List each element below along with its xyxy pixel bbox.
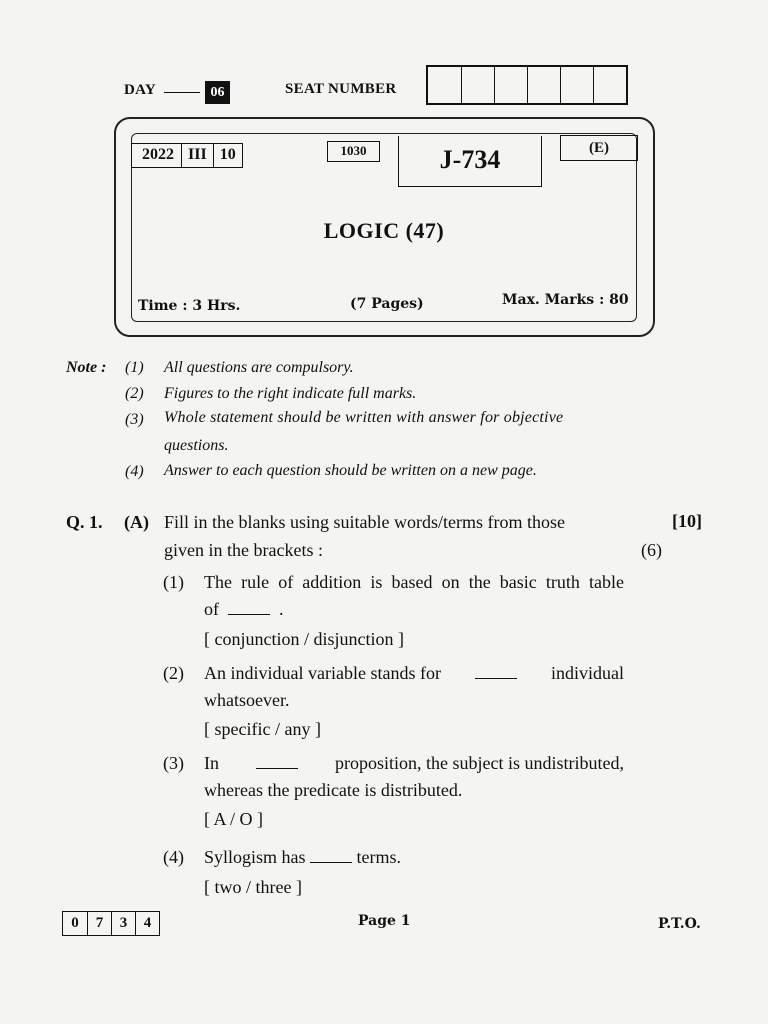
exam-number-box: 1030 [327,141,380,162]
paper-code-footer [62,911,160,936]
seat-digit-box[interactable] [527,67,560,103]
item-number: (2) [163,663,184,683]
exam-term: III [181,144,213,167]
question-instruction: Fill in the blanks using suitable words/terms from those [164,512,565,532]
item-text-line2 [204,599,624,620]
item-text-fragment: Syllogism has [204,847,306,867]
question-number: Q. 1. [66,512,103,532]
item-text-line2: whatsoever. [204,690,290,710]
exam-month: 10 [213,144,242,167]
note-text: Figures to the right indicate full marks. [164,385,417,402]
question-total-marks: [10] [672,511,702,531]
code-digit: 3 [111,912,135,935]
item-text [204,663,624,684]
item-options: [ two / three ] [204,877,302,897]
part-marks: (6) [641,540,662,560]
item-text-fragment: proposition, the subject is undistributed, [335,753,624,773]
item-text-fragment: An individual variable stands for [204,663,441,683]
max-marks: Max. Marks : 80 [502,292,629,308]
fill-blank [228,601,270,615]
seat-digit-box[interactable] [461,67,494,103]
fill-blank [475,665,517,679]
code-digit: 7 [87,912,111,935]
code-digit: 4 [135,912,159,935]
question-part: (A) [124,512,149,532]
item-text-fragment: terms. [356,847,402,867]
item-text [204,847,624,868]
item-text-fragment: individual [550,663,624,683]
time-allowed: Time : 3 Hrs. [138,298,241,314]
fill-blank [310,849,352,863]
note-text: All questions are compulsory. [164,359,354,376]
seat-number-label: SEAT NUMBER [285,81,397,97]
language-medium: (E) [560,135,638,161]
note-number: (3) [125,411,144,428]
item-text-fragment: In [204,753,219,773]
page-number: Page 1 [358,913,411,929]
note-number: (2) [125,385,144,402]
item-text-line2: whereas the predicate is distributed. [204,780,463,800]
exam-year: 2022 [142,146,174,163]
item-text-fragment: . [279,599,284,619]
item-options: [ A / O ] [204,809,264,829]
note-number: (4) [125,463,144,480]
item-options: [ conjunction / disjunction ] [204,629,404,649]
note-label: Note : [66,359,107,376]
day-rule [164,92,200,93]
note-number: (1) [125,359,144,376]
seat-digit-box[interactable] [428,67,461,103]
question-instruction-continued: given in the brackets : [164,540,323,560]
seat-digit-box[interactable] [593,67,626,103]
note-text: Answer to each question should be written on a new page. [164,462,537,479]
item-text [204,753,624,774]
seat-number-boxes[interactable] [426,65,628,105]
item-options: [ specific / any ] [204,719,321,739]
fill-blank [256,755,298,769]
paper-code: J-734 [398,136,542,187]
day-number-box: 06 [205,81,230,104]
day-label: DAY [124,82,157,98]
note-text-continued: questions. [164,437,229,454]
please-turn-over: P.T.O. [658,916,701,932]
item-number: (3) [163,753,184,773]
item-number: (1) [163,572,184,592]
item-text: The rule of addition is based on the basic truth table [204,572,624,592]
seat-digit-box[interactable] [560,67,593,103]
item-text-fragment: of [204,599,219,619]
exam-code-box [131,143,243,168]
note-text: Whole statement should be written with answer for objective [164,409,564,426]
code-digit: 0 [71,915,79,931]
page-count: (7 Pages) [350,296,424,312]
subject-title: LOGIC (47) [323,218,445,243]
seat-digit-box[interactable] [494,67,527,103]
item-number: (4) [163,847,184,867]
